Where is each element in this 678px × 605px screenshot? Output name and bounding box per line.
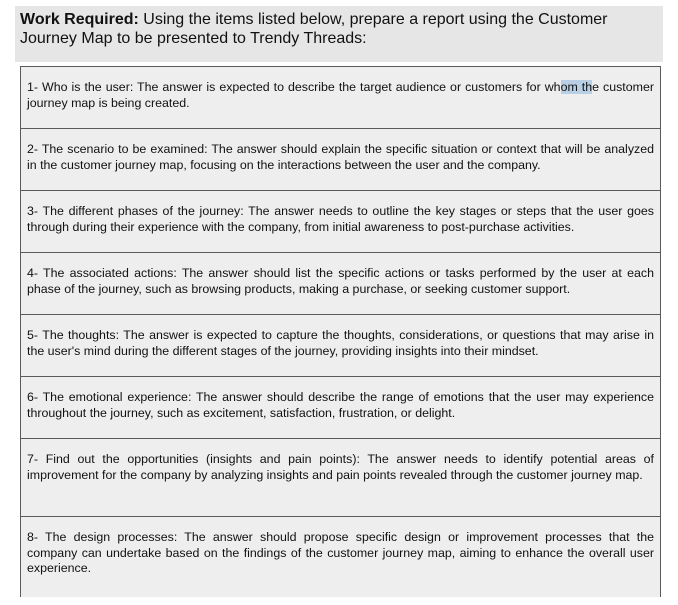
- requirement-item-1-text-start: 1- Who is the user: The answer is expected to describe the target audience or customers for wh: [27, 80, 561, 94]
- work-required-text: Using the items listed below, prepare a report using the Customer Journey Map to be presented to Trendy Threads:: [20, 11, 608, 47]
- requirement-item-6: 6- The emotional experience: The answer should describe the range of emotions that the user may experience throughout the journey, such as excitement, satisfaction, frustration, or delight.: [21, 377, 660, 439]
- work-required-label: Work Required:: [20, 11, 139, 28]
- requirement-item-1-text-end: e customer journey map is being created.: [27, 80, 654, 110]
- requirements-table: [20, 66, 661, 597]
- requirement-item-5: 5- The thoughts: The answer is expected to capture the thoughts, considerations, or questions that may arise in the user's mind during the different stages of the journey, providing insights into their mindset.: [21, 315, 660, 377]
- requirement-item-1: [21, 67, 660, 129]
- requirement-item-7: 7- Find out the opportunities (insights and pain points): The answer needs to identify potential areas of improvement for the company by analyzing insights and pain points revealed through the customer journey map.: [21, 439, 660, 517]
- requirement-item-8: 8- The design processes: The answer should propose specific design or improvement processes that the company can undertake based on the findings of the customer journey map, aiming to enhance the overall user experience.: [21, 517, 660, 597]
- text-selection-highlight[interactable]: om th: [560, 80, 593, 94]
- requirement-item-2: 2- The scenario to be examined: The answer should explain the specific situation or context that will be analyzed in the customer journey map, focusing on the interactions between the user and the company.: [21, 129, 660, 191]
- requirement-item-4: 4- The associated actions: The answer should list the specific actions or tasks performed by the user at each phase of the journey, such as browsing products, making a purchase, or seeking customer support.: [21, 253, 660, 315]
- work-required-heading: [15, 6, 663, 62]
- requirement-item-3: 3- The different phases of the journey: The answer needs to outline the key stages or steps that the user goes through during their experience with the company, from initial awareness to post-purchase activities.: [21, 191, 660, 253]
